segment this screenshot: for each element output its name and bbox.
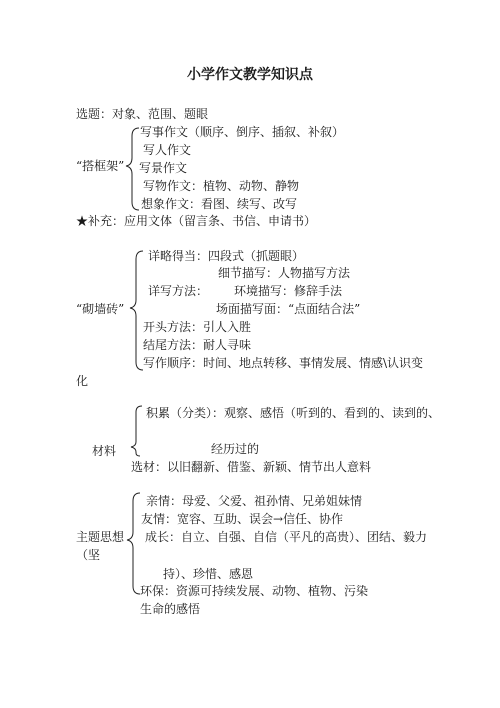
material-select: 选材：以旧翻新、借鉴、新颖、情节出人意料 <box>131 460 372 474</box>
frame-item-imagination: 想象作文：看图、续写、改写 <box>141 197 298 211</box>
brick-ending: 结尾方法：耐人寻味 <box>143 338 252 352</box>
material-accumulate-cont: 经历过的 <box>211 442 260 456</box>
brick-env: 环境描写：修辞手法 <box>234 284 343 298</box>
brick-method: 详写方法： <box>148 284 209 298</box>
theme-life: 生命的感悟 <box>140 602 201 616</box>
frame-label: “搭框架” <box>76 159 125 173</box>
frame-item-person: 写人作文 <box>143 143 192 157</box>
frame-item-scenery: 写景作文 <box>139 161 188 175</box>
frame-item-event: 写事作文（顺序、倒序、插叙、补叙） <box>140 125 345 139</box>
brace-theme <box>127 493 140 594</box>
supplement-line: ★补充：应用文体（留言条、书信、申请书） <box>76 214 317 228</box>
theme-label-cont: （坚 <box>76 548 101 562</box>
theme-label: 主题思想 <box>76 530 125 544</box>
brick-scene: 场面描写面：“点面结合法” <box>216 302 361 316</box>
theme-family: 亲情：母爱、父爱、祖孙情、兄弟姐妹情 <box>146 494 363 508</box>
brick-label: “砌墙砖” <box>76 302 125 316</box>
material-accumulate: 积累（分类）：观察、感悟（听到的、看到的、读到的、 <box>146 406 441 420</box>
material-label: 材料 <box>92 444 117 458</box>
brick-opening: 开头方法：引人入胜 <box>143 320 252 334</box>
page-title: 小学作文教学知识点 <box>187 67 313 83</box>
theme-growth: 成长：自立、自强、自信（平凡的高贵）、团结、毅力 <box>145 530 428 544</box>
brick-order-cont: 化 <box>76 374 89 388</box>
brick-detail-sub: 细节描写：人物描写方法 <box>218 266 351 280</box>
topic-line: 选题：对象、范围、题眼 <box>76 107 209 121</box>
theme-friendship: 友情：宽容、互助、误会→信任、协作 <box>141 512 344 526</box>
brace-material <box>131 406 142 456</box>
brace-brick <box>130 251 143 370</box>
brace-frame <box>126 128 139 210</box>
brick-detail: 详略得当：四段式（抓题眼） <box>148 249 305 263</box>
theme-environment: 环保：资源可持续发展、动物、植物、污染 <box>140 584 369 598</box>
frame-item-object: 写物作文：植物、动物、静物 <box>143 179 300 193</box>
theme-growth-cont: 持）、珍惜、感恩 <box>163 567 254 581</box>
brick-order: 写作顺序：时间、地点转移、事情发展、情感\认识变 <box>143 356 424 370</box>
